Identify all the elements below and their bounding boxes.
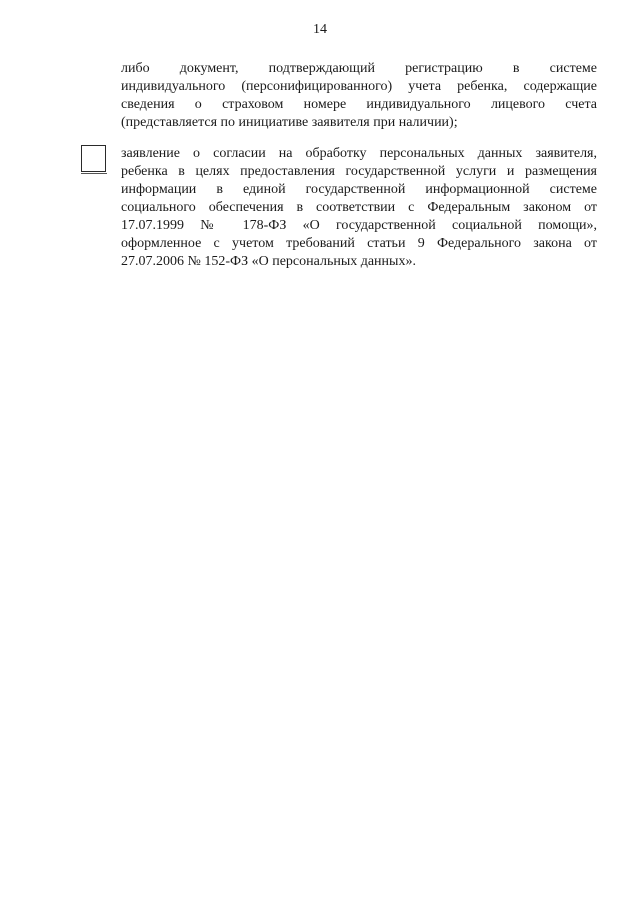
page-number: 14 <box>313 22 327 37</box>
paragraph-line: 17.07.1999 № 178-ФЗ «О государственной социальной помощи», <box>121 218 597 233</box>
paragraph-line: сведения о страховом номере индивидуального лицевого счета <box>121 97 597 112</box>
paragraph-line: либо документ, подтверждающий регистрацию в системе <box>121 61 597 76</box>
document-paragraph-registration <box>121 60 597 132</box>
consent-checkbox[interactable] <box>81 145 106 172</box>
paragraph-line: (представляется по инициативе заявителя при наличии); <box>121 115 458 130</box>
paragraph-line: индивидуального (персонифицированного) учета ребенка, содержащие <box>121 79 597 94</box>
paragraph-line: заявление о согласии на обработку персональных данных заявителя, <box>121 146 597 161</box>
paragraph-line: социального обеспечения в соответствии с Федеральным законом от <box>121 200 597 215</box>
paragraph-line: оформленное с учетом требований статьи 9 Федерального закона от <box>121 236 597 251</box>
paragraph-line: ребенка в целях предоставления государственной услуги и размещения <box>121 164 597 179</box>
paragraph-line: 27.07.2006 № 152-ФЗ «О персональных данных». <box>121 254 416 269</box>
document-paragraph-consent <box>121 145 597 271</box>
paragraph-line: информации в единой государственной информационной системе <box>121 182 597 197</box>
